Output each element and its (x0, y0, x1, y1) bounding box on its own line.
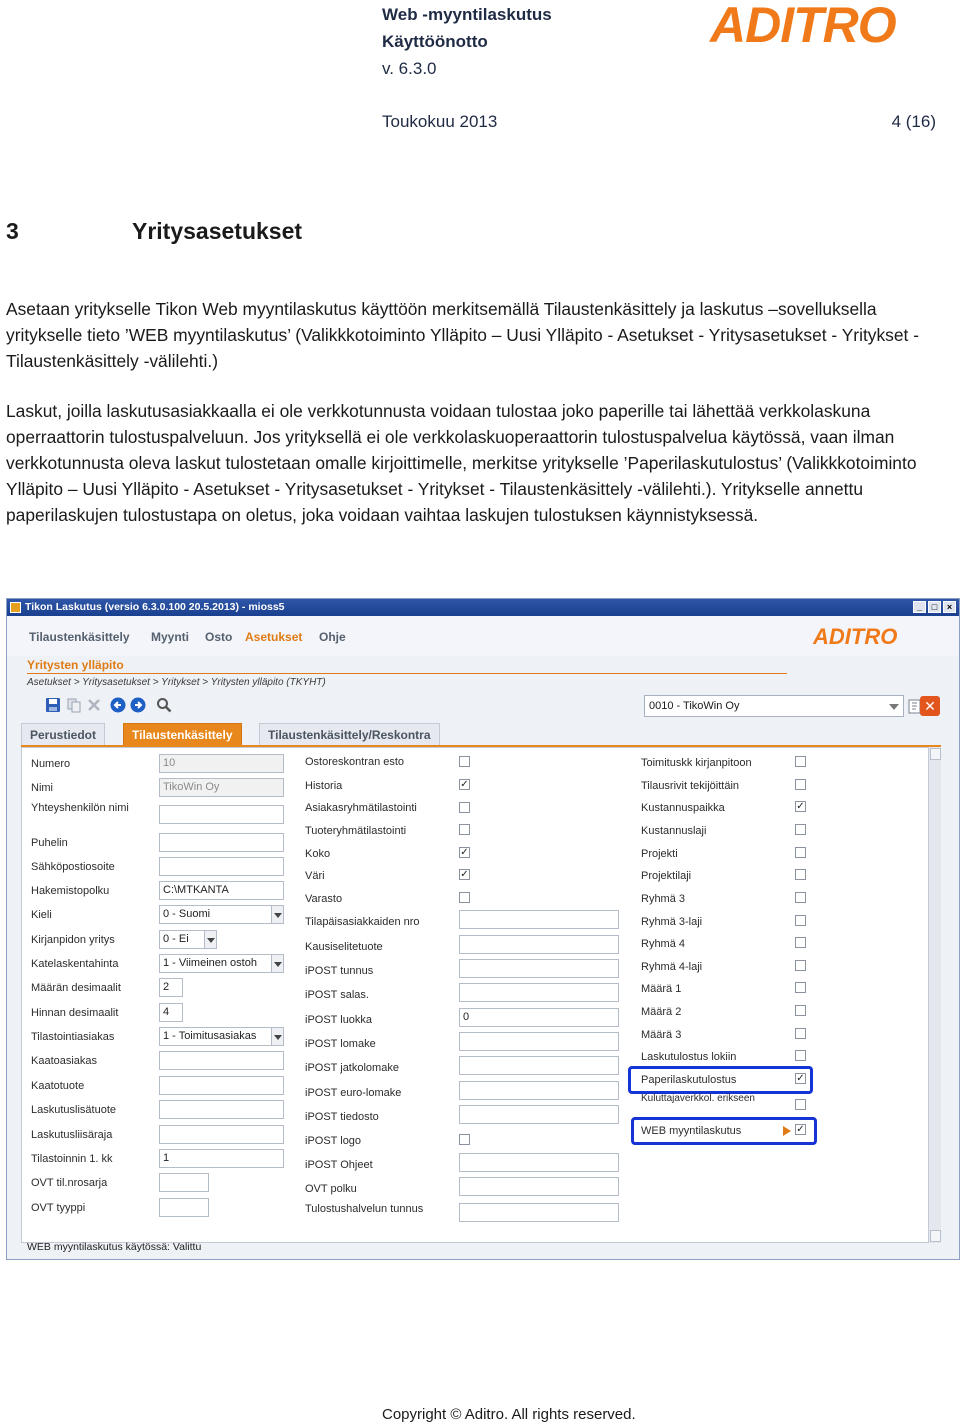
input-ipost-salas[interactable] (459, 983, 619, 1002)
label-tulostuspalvelun-tunnus: Tulostushalvelun tunnus (305, 1203, 424, 1215)
app-window (6, 598, 960, 1260)
input-puhelin[interactable] (159, 833, 284, 852)
label-projektilaji: Projektilaji (641, 870, 692, 882)
input-laskutuslisatuote[interactable] (159, 1100, 284, 1119)
label-asiakasryhmatilastointi: Asiakasryhmätilastointi (305, 802, 417, 814)
label-puhelin: Puhelin (31, 837, 68, 849)
checkbox-vari[interactable]: ✓ (460, 869, 469, 880)
label-ipost-tiedosto: iPOST tiedosto (305, 1111, 379, 1123)
input-ipost-lomake[interactable] (459, 1032, 619, 1051)
label-kausiselitetuote: Kausiselitetuote (305, 941, 383, 953)
label-maaran-desimaalit: Määrän desimaalit (31, 982, 121, 994)
label-historia: Historia (305, 780, 343, 792)
subheading-divider (27, 673, 787, 674)
delete-icon[interactable] (86, 697, 102, 713)
label-tilapaisasiakkaiden-nro: Tilapäisasiakkaiden nro (305, 916, 420, 928)
checkbox-maara-2[interactable] (795, 1005, 806, 1016)
label-maara-2: Määrä 2 (641, 1006, 682, 1018)
label-hakemistopolku: Hakemistopolku (31, 885, 110, 897)
checkbox-ryhma-3-laji[interactable] (795, 915, 806, 926)
checkbox-ipost-logo[interactable] (459, 1134, 470, 1145)
label-ipost-salas: iPOST salas. (305, 989, 369, 1001)
input-laskutuslisaraja[interactable] (159, 1125, 284, 1144)
select-tilastointiasiakas-value: 1 - Toimitusasiakas (163, 1030, 257, 1042)
checkbox-kustannuslaji[interactable] (795, 824, 806, 835)
aditro-logo-text: ADITRO (710, 0, 896, 48)
label-kaatotuote: Kaatotuote (31, 1080, 85, 1092)
label-maara-3: Määrä 3 (641, 1029, 682, 1041)
label-laskutuslisatuote: Laskutuslisätuote (31, 1104, 116, 1116)
select-kirjanpidon-yritys[interactable] (159, 930, 217, 949)
label-kirjanpidon-yritys: Kirjanpidon yritys (31, 934, 115, 946)
section-number: 3 (6, 218, 19, 244)
menu-osto[interactable]: Osto (205, 630, 233, 644)
input-tulostuspalvelun-tunnus[interactable] (459, 1203, 619, 1222)
input-ipost-luokka[interactable]: 0 (459, 1008, 619, 1027)
checkbox-projektilaji[interactable] (795, 869, 806, 880)
label-ipost-lomake: iPOST lomake (305, 1038, 376, 1050)
checkbox-historia[interactable]: ✓ (460, 779, 469, 790)
input-ipost-jatkolomake[interactable] (459, 1056, 619, 1075)
label-kieli: Kieli (31, 909, 52, 921)
minimize-icon[interactable]: _ (913, 601, 926, 613)
header-subtitle: Käyttöönotto (382, 32, 488, 51)
label-tuoteryhmatilastointi: Tuoteryhmätilastointi (305, 825, 407, 837)
select-katelaskentahinta-value: 1 - Viimeinen ostoh (163, 957, 257, 969)
page-subheading: Yritysten ylläpito (27, 658, 124, 672)
label-ovt-tilnrosarja: OVT til.nrosarja (31, 1177, 108, 1189)
chevron-down-icon (204, 931, 216, 948)
menu-tilaustenkasittely[interactable]: Tilaustenkäsittely (29, 630, 130, 644)
label-vari: Väri (305, 870, 325, 882)
close-icon[interactable]: ✕ (920, 696, 940, 716)
label-ipost-tunnus: iPOST tunnus (305, 965, 374, 977)
label-yhteyshenkilo: Yhteyshenkilön nimi (31, 802, 129, 814)
breadcrumb: Asetukset > Yritysasetukset > Yritykset > Yritysten ylläpito (TKYHT) (27, 677, 326, 688)
label-sahkoposti: Sähköpostiosoite (31, 861, 115, 873)
input-numero[interactable]: 10 (159, 754, 284, 773)
maximize-icon[interactable]: □ (928, 601, 941, 613)
tab-tilaustenkasittely[interactable]: Tilaustenkäsittely (123, 723, 242, 745)
section-title: Yritysasetukset (132, 218, 303, 244)
label-ostoreskontran-esto: Ostoreskontran esto (305, 756, 405, 768)
input-nimi[interactable]: TikoWin Oy (159, 778, 284, 797)
input-hakemistopolku[interactable]: C:\MTKANTA (159, 881, 284, 900)
label-numero: Numero (31, 758, 71, 770)
label-ryhma-4: Ryhmä 4 (641, 938, 686, 950)
pointer-arrow-icon (783, 1126, 791, 1136)
label-hinnan-desimaalit: Hinnan desimaalit (31, 1007, 119, 1019)
input-ipost-ohjeet[interactable] (459, 1153, 619, 1172)
copy-icon[interactable] (66, 697, 82, 713)
label-ryhma-3-laji: Ryhmä 3-laji (641, 916, 703, 928)
label-ryhma-3: Ryhmä 3 (641, 893, 686, 905)
label-maara-1: Määrä 1 (641, 983, 682, 995)
checkbox-ryhma-4[interactable] (795, 937, 806, 948)
header-version: v. 6.3.0 (382, 59, 437, 78)
label-ipost-jatkolomake: iPOST jatkolomake (305, 1062, 399, 1074)
chevron-down-icon (271, 955, 283, 972)
input-kaatoasiakas[interactable] (159, 1051, 284, 1070)
label-web-myyntilaskutus: WEB myyntilaskutus (641, 1125, 742, 1137)
select-kieli[interactable] (159, 905, 284, 924)
label-kuluttajaverkkol-erikseen: Kuluttajaverkkol. erikseen (641, 1093, 755, 1104)
label-ovt-tyyppi: OVT tyyppi (31, 1202, 86, 1214)
save-icon[interactable] (45, 697, 61, 713)
status-bar-text: WEB myyntilaskutus käytössä: Valittu (27, 1241, 202, 1253)
checkbox-maara-3[interactable] (795, 1028, 806, 1039)
aditro-logo (708, 0, 934, 48)
label-paperilaskutulostus: Paperilaskutulostus (641, 1074, 737, 1086)
tab-tilaustenkasittely-reskontra[interactable]: Tilaustenkäsittely/Reskontra (259, 723, 440, 745)
menu-ohje[interactable]: Ohje (319, 630, 346, 644)
back-arrow-icon[interactable] (110, 697, 126, 713)
checkbox-paperilaskutulostus[interactable]: ✓ (796, 1073, 805, 1084)
document-date: Toukokuu 2013 (382, 112, 498, 131)
label-katelaskentahinta: Katelaskentahinta (31, 958, 119, 970)
form-scrollbar[interactable] (928, 747, 941, 1243)
label-laskutulostus-lokiin: Laskutulostus lokiin (641, 1051, 737, 1063)
label-tilastoinnin-kk: Tilastoinnin 1. kk (31, 1153, 113, 1165)
label-koko: Koko (305, 848, 331, 860)
aditro-small-logo-text: ADITRO (813, 625, 898, 647)
input-maaran-desimaalit[interactable]: 2 (159, 978, 183, 997)
label-kustannuslaji: Kustannuslaji (641, 825, 707, 837)
footer-copyright: Copyright © Aditro. All rights reserved. (382, 1406, 636, 1423)
checkbox-toimituskk-kirjanpitoon[interactable] (795, 756, 806, 767)
label-kustannuspaikka: Kustannuspaikka (641, 802, 725, 814)
window-close-icon[interactable]: × (943, 601, 956, 613)
input-ipost-euro-lomake[interactable] (459, 1081, 619, 1100)
input-hinnan-desimaalit[interactable]: 4 (159, 1003, 183, 1022)
input-ipost-tiedosto[interactable] (459, 1105, 619, 1124)
checkbox-ryhma-3[interactable] (795, 892, 806, 903)
checkbox-ostoreskontran-esto[interactable] (459, 756, 470, 767)
checkbox-tuoteryhmatilastointi[interactable] (459, 824, 470, 835)
paragraph-paper-invoice: Laskut, joilla laskutusasiakkaalla ei ole verkkotunnusta voidaan tulostaa joko paperille tai lähettää verkkolaskuna operraattorin tulostuspalveluun. Jos yrityksellä ei ole verkkolaskuoperaattorin tulostuspalvelua käytössä, vaan ilman verkkotunnusta oleva laskut tulostetaan omalle kirjoittimelle, merkitse yritykselle ’Paperilaskutulostus’ (Valikkkotoiminto Ylläpito – Uusi Ylläpito - Asetukset - Yritysasetukset - Yritykset - Tilaustenkäsittely -välilehti.). Yritykselle annettu paperilaskujen tulostustapa on oletus, joka voidaan vaihtaa laskujen tulostuksen käynnistyksessä. (6, 401, 917, 525)
scroll-down-icon[interactable] (930, 1230, 941, 1242)
tab-perustiedot[interactable]: Perustiedot (21, 723, 105, 745)
search-icon[interactable] (156, 697, 172, 713)
checkbox-kuluttajaverkkol-erikseen[interactable] (795, 1099, 806, 1110)
company-select-value: 0010 - TikoWin Oy (649, 700, 740, 712)
input-ovt-tilnrosarja[interactable] (159, 1173, 209, 1192)
forward-arrow-icon[interactable] (130, 697, 146, 713)
header-title: Web -myyntilaskutus (382, 5, 552, 24)
checkbox-projekti[interactable] (795, 847, 806, 858)
checkbox-web-myyntilaskutus[interactable]: ✓ (796, 1124, 805, 1135)
input-sahkoposti[interactable] (159, 857, 284, 876)
checkbox-maara-1[interactable] (795, 982, 806, 993)
scroll-up-icon[interactable] (930, 748, 941, 760)
checkbox-laskutulostus-lokiin[interactable] (795, 1050, 806, 1061)
input-ovt-polku[interactable] (459, 1177, 619, 1196)
select-tilastointiasiakas[interactable] (159, 1027, 284, 1046)
input-yhteyshenkilo[interactable] (159, 805, 284, 824)
label-ovt-polku: OVT polku (305, 1183, 357, 1195)
label-ipost-logo: iPOST logo (305, 1135, 362, 1147)
menu-asetukset[interactable]: Asetukset (245, 630, 303, 644)
label-ryhma-4-laji: Ryhmä 4-laji (641, 961, 703, 973)
checkbox-tilausrivit-tekijoittain[interactable] (795, 779, 806, 790)
checkbox-asiakasryhmatilastointi[interactable] (459, 802, 470, 813)
label-laskutuslisaraja: Laskutusliisäraja (31, 1129, 113, 1141)
select-kieli-value: 0 - Suomi (163, 908, 211, 920)
label-tilausrivit-tekijoittain: Tilausrivit tekijöittäin (641, 780, 740, 792)
select-kirjanpidon-yritys-value: 0 - Ei (163, 933, 189, 945)
input-kausiselitetuote[interactable] (459, 935, 619, 954)
label-tilastointiasiakas: Tilastointiasiakas (31, 1031, 115, 1043)
input-tilastoinnin-kk[interactable]: 1 (159, 1149, 284, 1168)
label-nimi: Nimi (31, 782, 53, 794)
input-ovt-tyyppi[interactable] (159, 1198, 209, 1217)
input-kaatotuote[interactable] (159, 1076, 284, 1095)
menu-myynti[interactable]: Myynti (151, 630, 190, 644)
input-tilapaisasiakkaiden-nro[interactable] (459, 910, 619, 929)
window-title: Tikon Laskutus (versio 6.3.0.100 20.5.2013) - mioss5 (25, 601, 285, 613)
window-titlebar (7, 599, 960, 616)
label-projekti: Projekti (641, 848, 678, 860)
chevron-down-icon (889, 704, 899, 710)
checkbox-ryhma-4-laji[interactable] (795, 960, 806, 971)
input-ipost-tunnus[interactable] (459, 959, 619, 978)
chevron-down-icon (271, 1028, 283, 1045)
checkbox-varasto[interactable] (459, 892, 470, 903)
label-ipost-ohjeet: iPOST Ohjeet (305, 1159, 373, 1171)
label-toimituskk-kirjanpitoon: Toimituskk kirjanpitoon (641, 757, 752, 769)
label-kaatoasiakas: Kaatoasiakas (31, 1055, 98, 1067)
label-ipost-euro-lomake: iPOST euro-lomake (305, 1087, 402, 1099)
company-select[interactable] (644, 695, 904, 717)
checkbox-koko[interactable]: ✓ (460, 847, 469, 858)
aditro-small-logo (813, 625, 913, 647)
paragraph-intro: Asetaan yritykselle Tikon Web myyntilaskutus käyttöön merkitsemällä Tilaustenkäsittely ja laskutus –sovelluksella yritykselle tieto ’WEB myyntilaskutus’ (Valikkkotoiminto Ylläpito – Uusi Ylläpito - Asetukset - Yritysasetukset - Yritykset - Tilaustenkäsittely -välilehti.) (6, 299, 920, 371)
checkbox-kustannuspaikka[interactable]: ✓ (796, 801, 805, 812)
chevron-down-icon (271, 906, 283, 923)
page-number: 4 (16) (891, 112, 936, 131)
app-icon (10, 602, 21, 613)
label-varasto: Varasto (305, 893, 343, 905)
window-bottom-rule (6, 1259, 960, 1260)
label-ipost-luokka: iPOST luokka (305, 1014, 373, 1026)
select-katelaskentahinta[interactable] (159, 954, 284, 973)
